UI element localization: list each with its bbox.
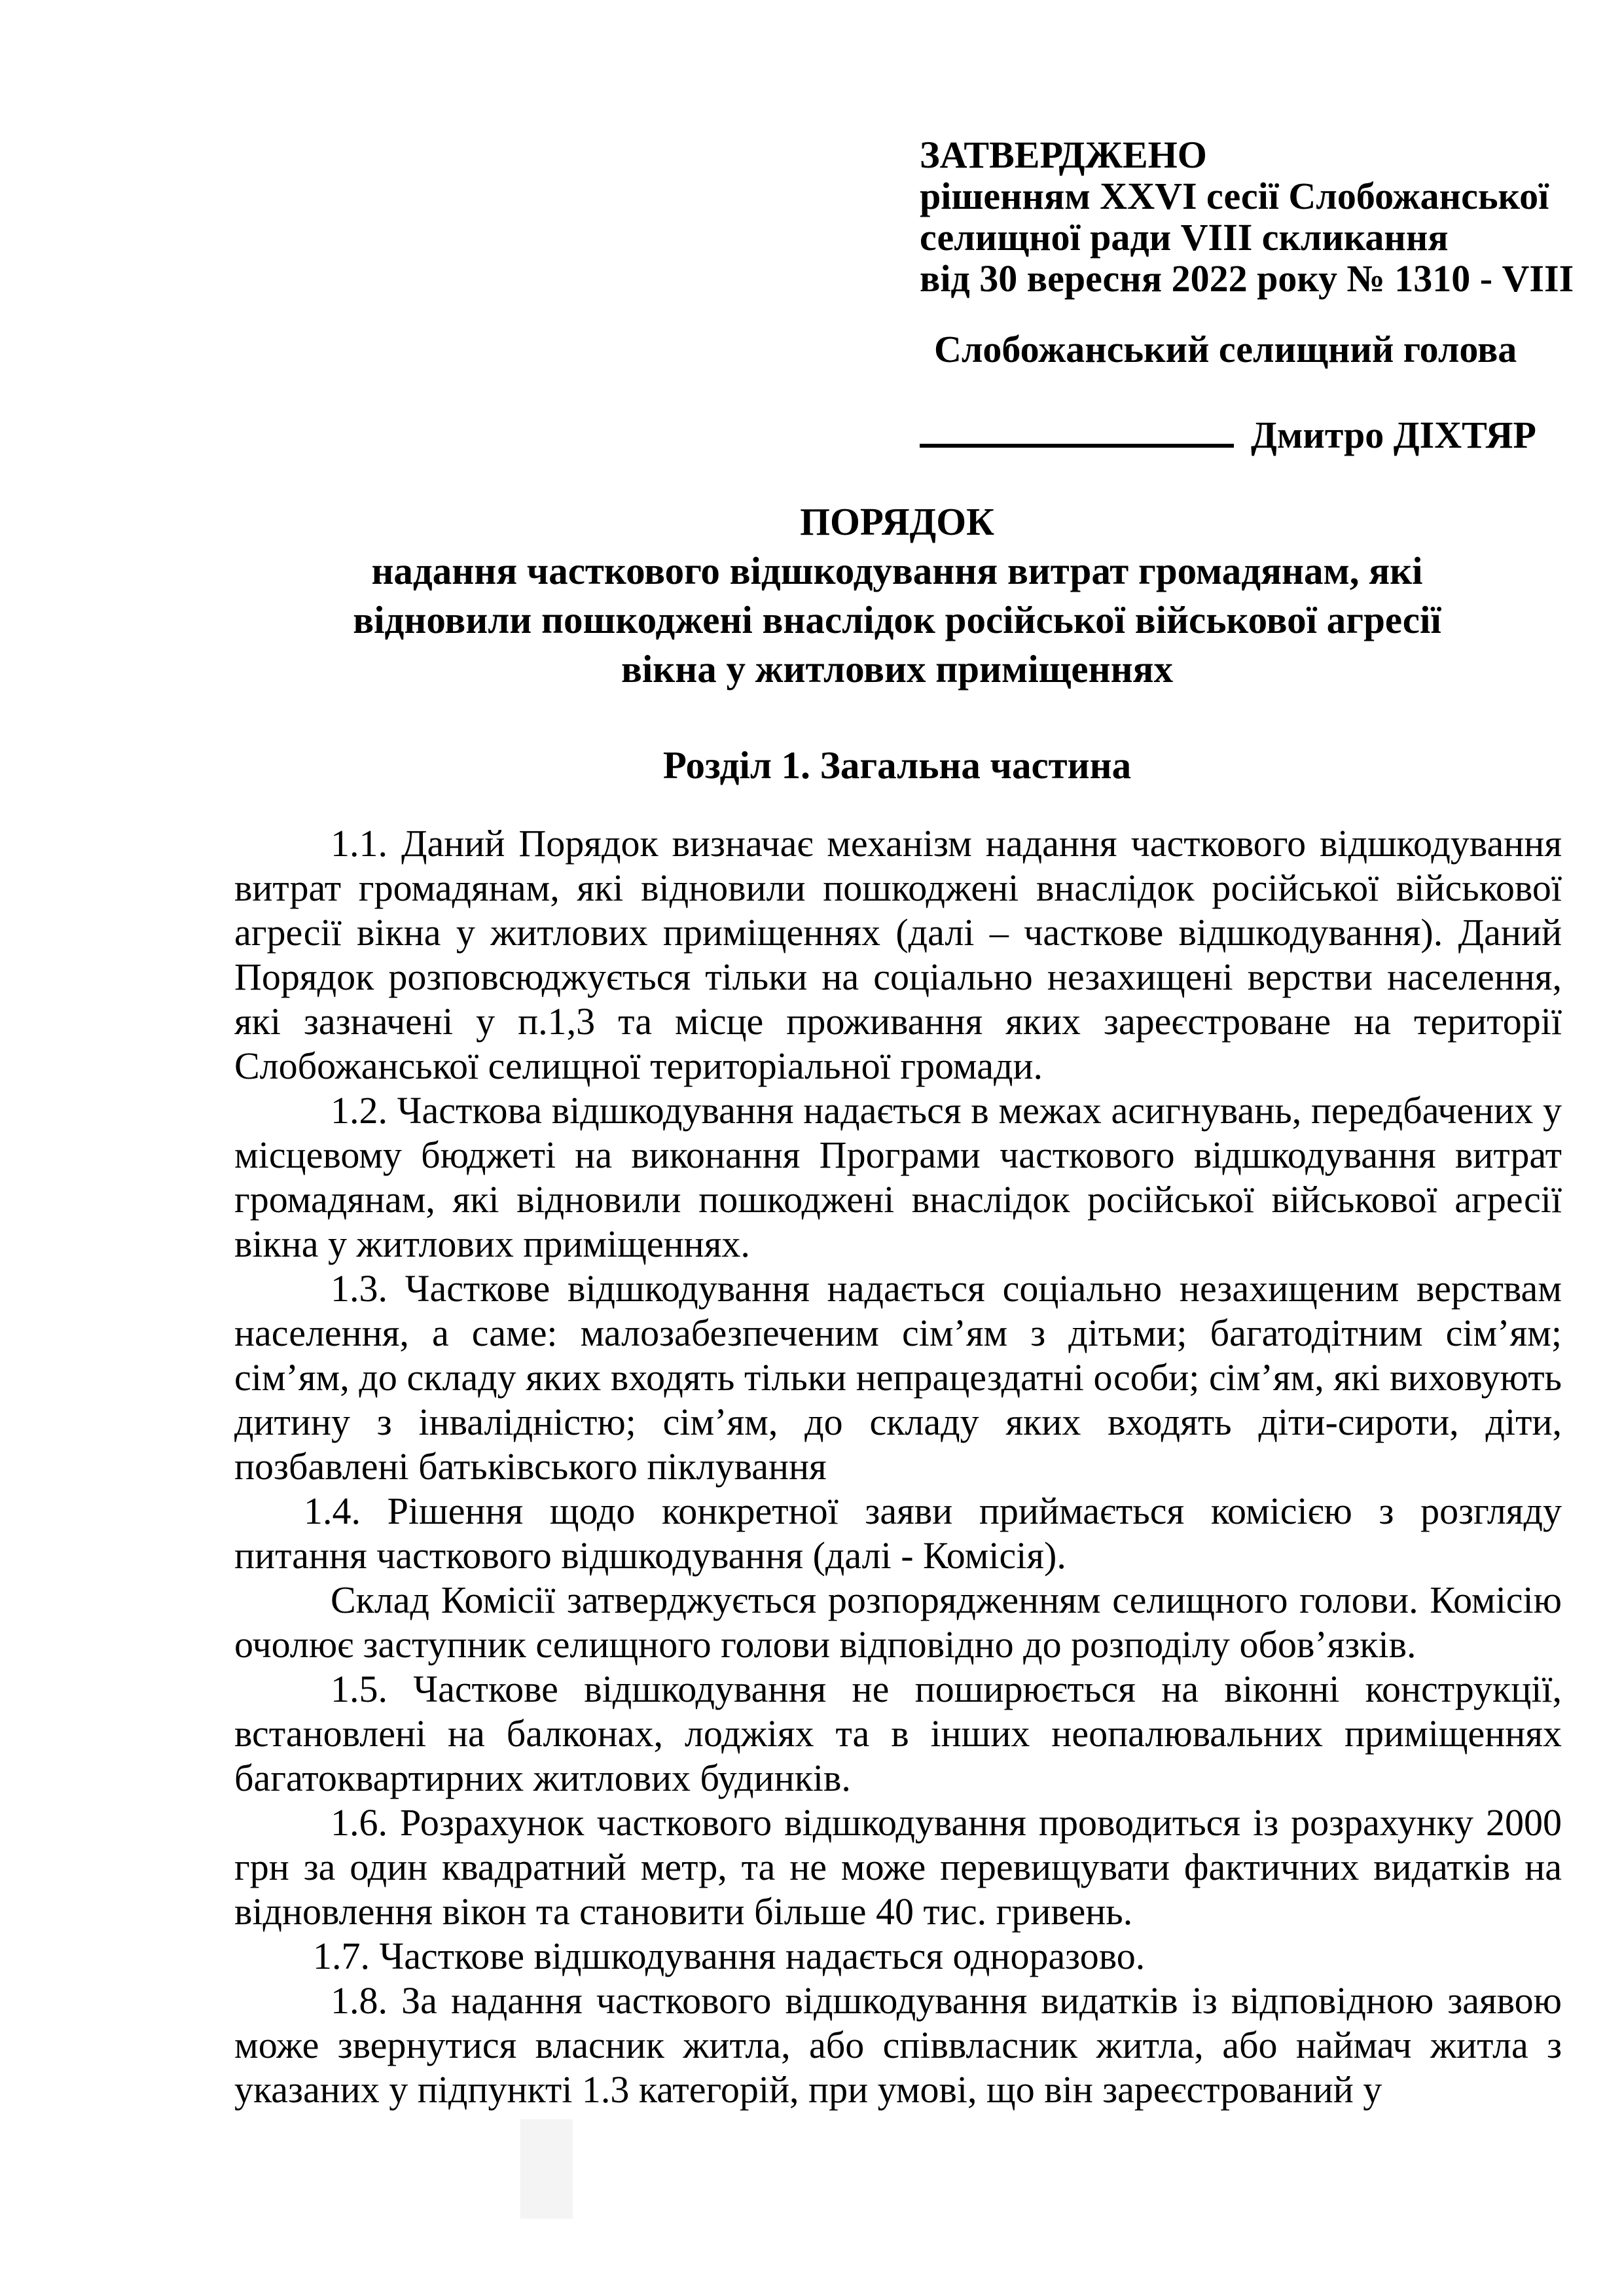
paragraph-1-8: 1.8. За надання часткового відшкодування видатків із відповідною заявою може звернутися власник житла, або співвласник житла, або наймач житла з указаних у підпункті 1.3 категорій, при умові, що він зареєстрований у [234, 1979, 1562, 2111]
paragraph-commission-composition: Склад Комісії затверджується розпорядженням селищного голови. Комісію очолює заступник селищного голови відповідно до розподілу обов’язків. [234, 1579, 1562, 1666]
section-heading: Розділ 1. Загальна частина [662, 744, 1132, 787]
official-title: Слобожанський селищний голова [934, 328, 1517, 370]
body-text [234, 821, 1562, 2112]
document-subtitle-line: відновили пошкоджені внаслідок російської військової агресії [353, 598, 1441, 641]
paragraph-1-7: 1.7. Часткове відшкодування надається одноразово. [313, 1935, 1146, 1977]
document-subtitle-line: надання часткового відшкодування витрат громадянам, які [371, 549, 1423, 592]
document-title: ПОРЯДОК [800, 500, 994, 543]
paragraph-1-1: 1.1. Даний Порядок визначає механізм надання часткового відшкодування витрат громадянам, які відновили пошкоджені внаслідок російської військової агресії вікна у житлових приміщеннях (далі – часткове відшкодування). Даний Порядок розповсюджується тільки на соціально незахищені верстви населення, які зазначені у п.1,3 та місце проживання яких зареєстроване на території Слобожанської селищної територіальної громади. [234, 822, 1562, 1087]
approval-decision-line: рішенням XXVI сесії Слобожанської [920, 175, 1549, 217]
approval-stamp: ЗАТВЕРДЖЕНО [920, 134, 1207, 176]
signature-name: Дмитро ДІХТЯР [1251, 414, 1536, 456]
scan-artifact [520, 2119, 573, 2219]
paragraph-1-5: 1.5. Часткове відшкодування не поширюється на віконні конструкції, встановлені на балконах, лоджіях та в інших неопалювальних приміщеннях багатоквартирних житлових будинків. [234, 1668, 1562, 1799]
title-block [234, 497, 1560, 790]
paragraph-1-3: 1.3. Часткове відшкодування надається соціально незахищеним верствам населення, а саме: малозабезпеченим сім’ям з дітьми; багатодітним сім’ям; сім’ям, до складу яких входять тільки непрацездатні особи; сім’ям, які виховують дитину з інвалідністю; сім’ям, до складу яких входять діти-сироти, діти, позбавлені батьківського піклування [234, 1267, 1562, 1488]
approval-decision-line: селищної ради VIII скликання [920, 216, 1449, 259]
signature-blank-line [920, 406, 1234, 448]
paragraph-1-4: 1.4. Рішення щодо конкретної заяви приймається комісією з розгляду питання часткового відшкодування (далі - Комісія). [234, 1490, 1562, 1577]
approval-block [920, 134, 1581, 456]
paragraph-1-6: 1.6. Розрахунок часткового відшкодування проводиться із розрахунку 2000 грн за один квадратний метр, та не може перевищувати фактичних видатків на відновлення вікон та становити більше 40 тис. гривень. [234, 1801, 1562, 1933]
approval-decision-line: від 30 вересня 2022 року № 1310 - VIII [920, 257, 1574, 300]
signature-row [920, 406, 1581, 456]
document-subtitle-line: вікна у житлових приміщеннях [621, 647, 1174, 691]
paragraph-1-2: 1.2. Часткова відшкодування надається в межах асигнувань, передбачених у місцевому бюджеті на виконання Програми часткового відшкодування витрат громадянам, які відновили пошкоджені внаслідок російської військової агресії вікна у житлових приміщеннях. [234, 1089, 1562, 1265]
